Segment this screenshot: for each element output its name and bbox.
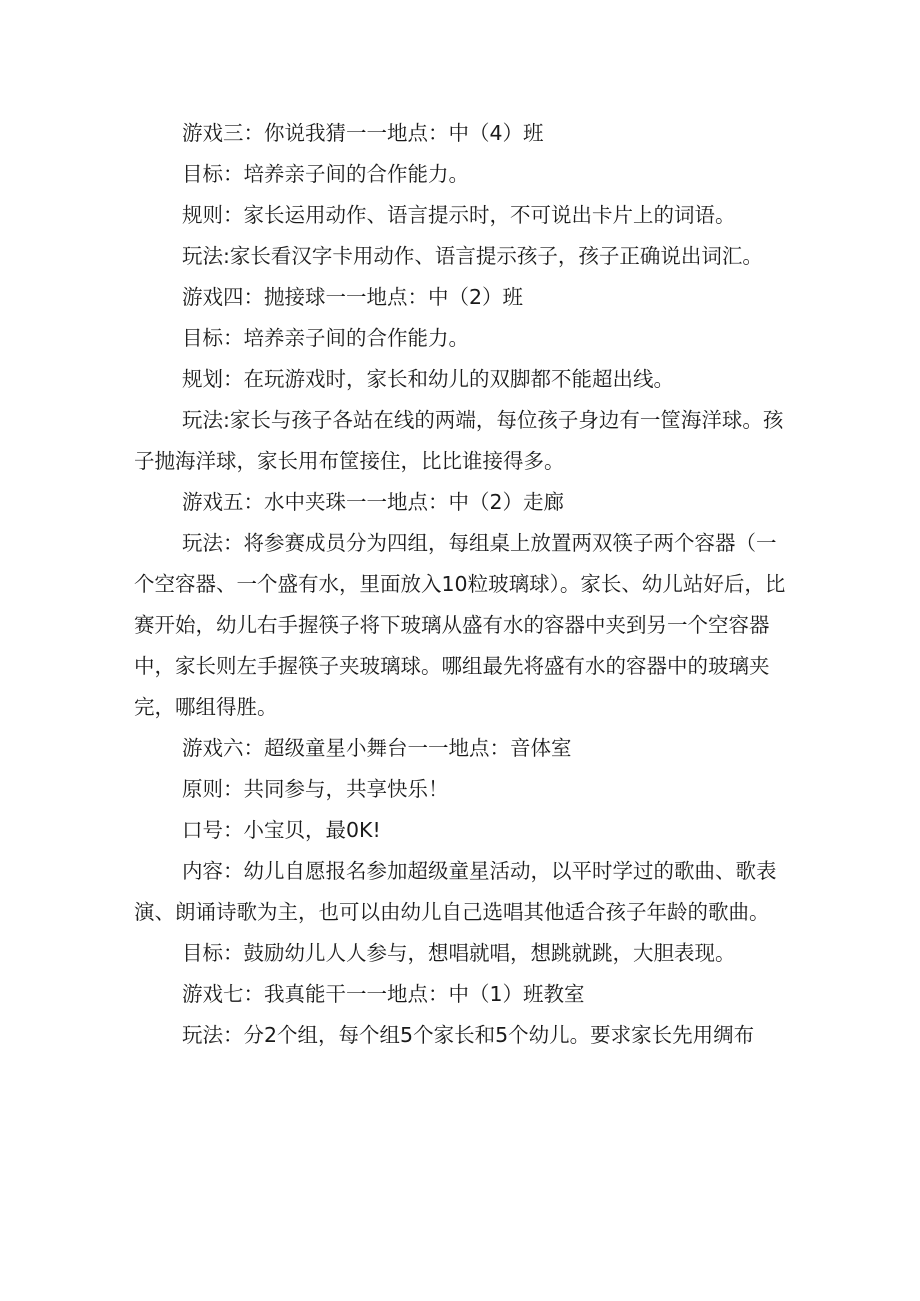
paragraph-game-five-play: 玩法：将参赛成员分为四组，每组桌上放置两双筷子两个容器（一个空容器、一个盛有水，里面放入10粒玻璃球）。家长、幼儿站好后，比赛开始，幼儿右手握筷子将下玻璃从盛有水的容器中夹到另一个空容器中，家长则左手握筷子夹玻璃球。哪组最先将盛有水的容器中的玻璃夹完，哪组得胜。 (134, 531, 786, 719)
paragraph-game-seven-play: 玩法：分2个组，每个组5个家长和5个幼儿。要求家长先用绸布 (182, 1023, 755, 1047)
paragraph-game-six-slogan: 口号：小宝贝，最0K! (182, 818, 381, 842)
paragraph-game-three-play: 玩法:家长看汉字卡用动作、语言提示孩子，孩子正确说出词汇。 (182, 244, 763, 268)
paragraph-game-five-title: 游戏五：水中夹珠一一地点：中（2）走廊 (182, 490, 565, 514)
paragraph-game-six-content: 内容：幼儿自愿报名参加超级童星活动，以平时学过的歌曲、歌表演、朗诵诗歌为主，也可以由幼儿自己选唱其他适合孩子年龄的歌曲。 (134, 859, 777, 924)
paragraph-game-four-title: 游戏四：抛接球一一地点：中（2）班 (182, 285, 524, 309)
paragraph-game-three-title: 游戏三：你说我猜一一地点：中（4）班 (182, 121, 544, 145)
paragraph-game-seven-title: 游戏七：我真能干一一地点：中（1）班教室 (182, 982, 585, 1006)
document-body (134, 113, 790, 1056)
paragraph-game-four-goal: 目标：培养亲子间的合作能力。 (182, 326, 469, 350)
paragraph-game-six-title: 游戏六：超级童星小舞台一一地点：音体室 (182, 736, 572, 760)
paragraph-game-six-goal: 目标：鼓励幼儿人人参与，想唱就唱，想跳就跳，大胆表现。 (182, 941, 736, 965)
paragraph-game-six-principle: 原则：共同参与，共享快乐！ (182, 777, 449, 801)
paragraph-game-three-rule: 规则：家长运用动作、语言提示时，不可说出卡片上的词语。 (182, 203, 736, 227)
paragraph-game-three-goal: 目标：培养亲子间的合作能力。 (182, 162, 469, 186)
paragraph-game-four-rule: 规划：在玩游戏时，家长和幼儿的双脚都不能超出线。 (182, 367, 674, 391)
paragraph-game-four-play: 玩法:家长与孩子各站在线的两端，每位孩子身边有一筐海洋球。孩子抛海洋球，家长用布筐接住，比比谁接得多。 (134, 408, 784, 473)
